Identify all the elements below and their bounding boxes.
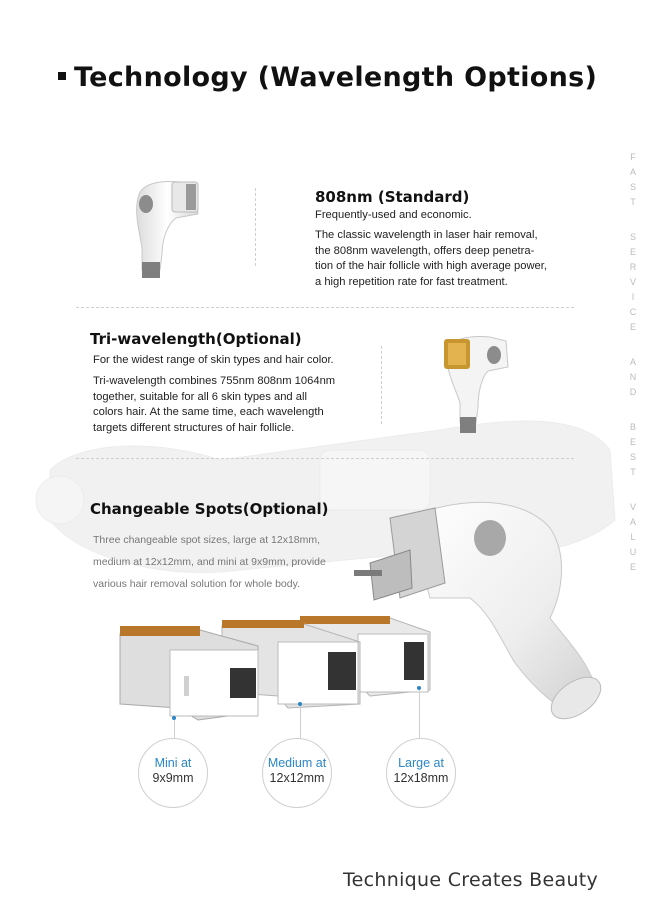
- section-tri-subtitle: For the widest range of skin types and hair color.: [93, 354, 334, 366]
- text-line: a high repetition rate for fast treatment.: [315, 275, 508, 288]
- section-tri-title: Tri-wavelength(Optional): [90, 330, 302, 348]
- page-title-text: Technology (Wavelength Options): [74, 62, 598, 93]
- spot-tips-image: [118, 612, 448, 727]
- text-line: Tri-wavelength combines 755nm 808nm 1064nm: [93, 375, 336, 387]
- text-line: targets different structures of hair follicle.: [93, 421, 295, 434]
- side-letter: I: [631, 292, 635, 302]
- side-letter: S: [629, 452, 636, 462]
- side-letter: U: [629, 547, 637, 557]
- footer-tagline: Technique Creates Beauty: [343, 869, 599, 891]
- side-letter: E: [629, 322, 636, 332]
- section-tri-body: [93, 374, 357, 436]
- spot-size-label: Mini at: [154, 756, 192, 770]
- spot-size-value: 12x18mm: [393, 771, 449, 785]
- text-line: medium at 12x12mm, and mini at 9x9mm, provide: [93, 556, 326, 568]
- spot-size-label: Large at: [398, 756, 444, 770]
- text-line: colors hair. At the same time, each wavelength: [93, 406, 324, 418]
- divider-vertical: [255, 188, 256, 266]
- spot-size-value: 9x9mm: [152, 771, 194, 785]
- side-letter: E: [629, 247, 636, 257]
- text-line: together, suitable for all 6 skin types and all: [93, 390, 307, 403]
- section-808-title: 808nm (Standard): [315, 188, 470, 206]
- side-letter: V: [629, 502, 636, 512]
- side-letter: D: [629, 387, 637, 397]
- side-letter: T: [630, 467, 636, 477]
- section-spots-title: Changeable Spots(Optional): [90, 500, 329, 518]
- side-letter: N: [629, 372, 637, 382]
- bullet-square-icon: [58, 72, 66, 80]
- side-letter: B: [629, 422, 636, 432]
- divider-vertical: [381, 346, 382, 424]
- side-letter: A: [629, 167, 636, 177]
- side-letter: E: [629, 437, 636, 447]
- section-808-body: [315, 228, 571, 290]
- divider-horizontal: [76, 307, 574, 308]
- connector-line: [419, 690, 420, 738]
- side-letter: T: [630, 197, 636, 207]
- section-808-subtitle: Frequently-used and economic.: [315, 209, 472, 221]
- text-line: The classic wavelength in laser hair removal,: [315, 229, 538, 241]
- side-letter: F: [630, 152, 636, 162]
- side-vertical-text: [626, 150, 640, 575]
- side-letter: S: [629, 232, 636, 242]
- side-letter: A: [629, 517, 636, 527]
- connector-line: [300, 706, 301, 739]
- text-line: the 808nm wavelength, offers deep penetra-: [315, 244, 535, 257]
- text-line: Three changeable spot sizes, large at 12x18mm,: [93, 534, 321, 546]
- side-letter: C: [629, 307, 637, 317]
- spot-size-medium: [262, 738, 332, 808]
- spot-size-mini: [138, 738, 208, 808]
- page-title: [58, 62, 597, 93]
- handpiece-tri-image: [442, 333, 518, 437]
- side-letter: S: [629, 182, 636, 192]
- section-spots-body: [93, 529, 363, 595]
- divider-horizontal: [76, 458, 574, 459]
- side-letter: A: [629, 357, 636, 367]
- side-letter: E: [629, 562, 636, 572]
- side-letter: L: [630, 532, 636, 542]
- connector-line: [174, 720, 175, 738]
- handpiece-808-image: [128, 178, 208, 284]
- text-line: tion of the hair follicle with high average power,: [315, 260, 547, 272]
- spot-size-large: [386, 738, 456, 808]
- text-line: various hair removal solution for whole body.: [93, 578, 300, 590]
- spot-size-value: 12x12mm: [269, 771, 325, 785]
- side-letter: R: [629, 262, 637, 272]
- spot-size-label: Medium at: [267, 756, 327, 770]
- tip-mini: [120, 626, 258, 720]
- side-letter: V: [629, 277, 636, 287]
